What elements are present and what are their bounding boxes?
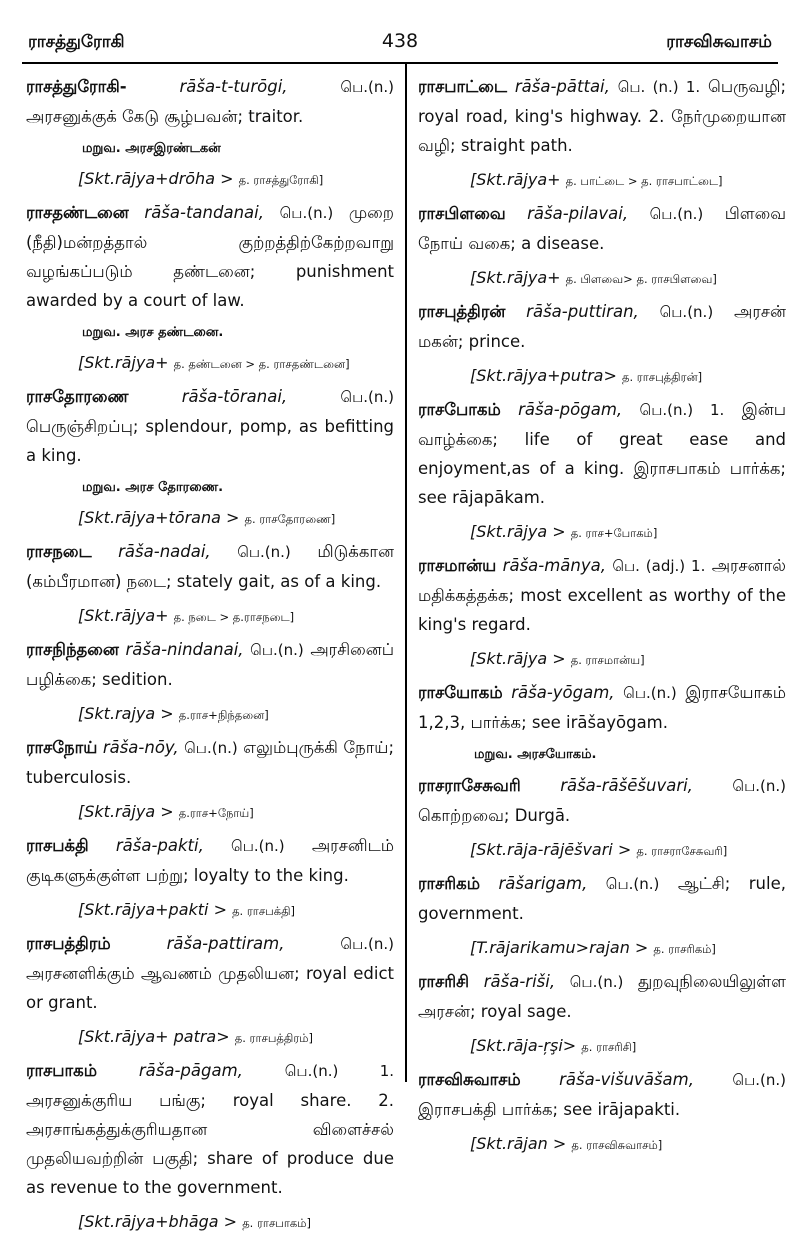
- etymology: [470, 264, 786, 293]
- etymology-tamil: த.ராச+நோய்]: [178, 806, 254, 820]
- part-of-speech: பெ. (adj.) 1.: [612, 557, 706, 575]
- headword: ராசத்துரோகி-: [26, 77, 127, 96]
- definition: இராசயோகம் 1,2,3, பார்க்க; see irāšayōgam.: [418, 683, 787, 732]
- etymology-source: [Skt.rajya >: [78, 704, 174, 723]
- synonym-note: மறுவ. அரச தண்டனை.: [82, 325, 224, 340]
- etymology-source: [Skt.rājya >: [470, 522, 566, 541]
- definition: பெருஞ்சிறப்பு; splendour, pomp, as befitting a king.: [26, 417, 394, 465]
- column-divider: [405, 64, 407, 1082]
- definition: அரசனுக்குக் கேடு சூழ்பவன்; traitor.: [26, 107, 304, 126]
- etymology-tamil: த. தண்டனை > த. ராசதண்டனை]: [173, 357, 350, 371]
- etymology-tamil: த.ராச+நிந்தனை]: [178, 708, 269, 722]
- headword: ராசபாகம்: [26, 1061, 98, 1080]
- definition: அரசினைப் பழிக்கை; sedition.: [26, 640, 395, 689]
- etymology: [470, 1032, 786, 1061]
- dictionary-entry: [418, 297, 786, 356]
- part-of-speech: பெ.(n.): [340, 935, 394, 953]
- etymology-source: [Skt.rāja-ŗşi>: [470, 1036, 577, 1055]
- part-of-speech: பெ.(n.): [732, 1071, 786, 1089]
- part-of-speech: பெ.(n.): [605, 875, 660, 893]
- etymology: [78, 896, 394, 925]
- transliteration: rāša-nindanai,: [125, 640, 244, 659]
- etymology-tamil: த. ராசவிசுவாசம்]: [571, 1138, 663, 1152]
- etymology: [78, 700, 394, 729]
- transliteration: rāša-mānya,: [502, 556, 606, 575]
- transliteration: rāša-nōy,: [102, 738, 179, 757]
- definition: அரசனிடம் குடிகளுக்குள்ள பற்று; loyalty to the king.: [26, 836, 394, 885]
- transliteration: rāša-pilavai,: [527, 204, 629, 223]
- etymology-tamil: த. ராசரிசி]: [581, 1040, 637, 1054]
- etymology-source: [Skt.rājya+pakti >: [78, 900, 227, 919]
- etymology: [78, 504, 394, 533]
- transliteration: rāša-tōranai,: [181, 387, 288, 406]
- definition: அரசனுக்குரிய பங்கு; royal share. 2. அரசாங்கத்துக்குரியதான விளைச்சல் முதலியவற்றின் பகுதி; share of produce due as revenue to the government.: [26, 1091, 394, 1197]
- dictionary-entry: [26, 831, 394, 890]
- part-of-speech: பெ.(n.): [184, 739, 238, 757]
- transliteration: rāša-yōgam,: [511, 683, 615, 702]
- part-of-speech: பெ.(n.): [340, 78, 395, 96]
- definition: துறவுநிலையிலுள்ள அரசன்; royal sage.: [418, 972, 786, 1021]
- etymology: [78, 602, 394, 631]
- dictionary-entry: [418, 678, 786, 737]
- dictionary-entry: [418, 72, 786, 160]
- etymology: [78, 1023, 394, 1052]
- etymology-source: [Skt.rājya+putra>: [470, 366, 617, 385]
- dictionary-entry: [418, 771, 786, 830]
- etymology: [470, 836, 786, 865]
- part-of-speech: பெ.(n.): [569, 973, 624, 991]
- dictionary-entry: [26, 635, 394, 694]
- headword: ராசபுத்திரன்: [418, 302, 506, 321]
- headword: ராசபாட்டை: [418, 77, 508, 96]
- transliteration: rāšarigam,: [498, 874, 588, 893]
- etymology-source: [Skt.rājya+: [470, 170, 561, 189]
- definition: பெருவழி; royal road, king's highway. 2. நேர்முறையான வழி; straight path.: [418, 77, 787, 155]
- dictionary-entry: [26, 733, 394, 792]
- dictionary-entry: [26, 198, 394, 315]
- dictionary-entry: [418, 1065, 786, 1124]
- running-head-right: ராசவிசுவாசம்: [666, 32, 772, 52]
- definition: மிடுக்கான (கம்பீரமான) நடை; stately gait, as of a king.: [26, 542, 395, 591]
- definition: அரசனால் மதிக்கத்தக்க; most excellent as worthy of the king's regard.: [418, 556, 787, 634]
- definition: இராசபக்தி பார்க்க; see irājapakti.: [418, 1100, 681, 1119]
- etymology-source: [Skt.rājya >: [470, 649, 566, 668]
- headword: ராசயோகம்: [418, 683, 503, 702]
- header-rule: [22, 62, 778, 64]
- headword: ராசரிசி: [418, 972, 470, 991]
- definition: அரசனளிக்கும் ஆவணம் முதலியன; royal edict or grant.: [26, 964, 394, 1012]
- etymology: [78, 349, 394, 378]
- etymology-source: [Skt.rājya >: [78, 802, 174, 821]
- transliteration: rāša-pōgam,: [518, 400, 623, 419]
- etymology-tamil: த. ராசராசேசுவரி]: [636, 844, 728, 858]
- dictionary-entry: [418, 551, 786, 639]
- part-of-speech: பெ.(n.): [659, 303, 714, 321]
- transliteration: rāša-pattiram,: [166, 934, 285, 953]
- part-of-speech: பெ.(n.): [279, 204, 334, 222]
- part-of-speech: பெ.(n.): [231, 837, 285, 855]
- transliteration: rāša-tandanai,: [144, 203, 264, 222]
- definition: இன்ப வாழ்க்கை; life of great ease and enjoyment,as of a king. இராசபாகம் பார்க்க; see rājapākam.: [418, 400, 787, 507]
- etymology-tamil: த. ராசபக்தி]: [232, 904, 296, 918]
- running-head-left: ராசத்துரோகி: [28, 32, 125, 52]
- part-of-speech: பெ.(n.): [250, 641, 304, 659]
- left-column: [26, 72, 394, 1241]
- etymology-source: [Skt.rājya+tōrana >: [78, 508, 240, 527]
- etymology-tamil: த. பிளவை> த. ராசபிளவை]: [565, 272, 717, 286]
- etymology-tamil: த. ராசதோரணை]: [244, 512, 336, 526]
- etymology: [78, 1208, 394, 1237]
- headword: ராசநிந்தனை: [26, 640, 119, 659]
- transliteration: rāša-pakti,: [115, 836, 204, 855]
- headword: ராசபத்திரம்: [26, 934, 111, 953]
- etymology: [470, 1130, 786, 1159]
- etymology: [470, 934, 786, 963]
- synonym-note: மறுவ. அரசஇரண்டகன்: [82, 141, 221, 156]
- page-header: [22, 30, 778, 62]
- part-of-speech: பெ.(n.): [623, 684, 677, 702]
- headword: ராசநடை: [26, 542, 92, 561]
- headword: ராசதண்டனை: [26, 203, 129, 222]
- etymology-source: [Skt.rājya+bhāga >: [78, 1212, 238, 1231]
- part-of-speech: பெ.(n.): [649, 205, 704, 223]
- headword: ராசபோகம்: [418, 400, 501, 419]
- headword: ராசராசேசுவரி: [418, 776, 521, 795]
- etymology-tamil: த. ராசமான்ய]: [570, 653, 645, 667]
- definition: கொற்றவை; Durgā.: [418, 806, 571, 825]
- etymology-source: [Skt.rājan >: [470, 1134, 567, 1153]
- transliteration: rāša-višuvāšam,: [559, 1070, 694, 1089]
- etymology: [78, 165, 394, 194]
- dictionary-entry: [26, 382, 394, 470]
- etymology-tamil: த. ராசபாகம்]: [242, 1216, 311, 1230]
- etymology: [470, 362, 786, 391]
- definition: முறை (நீதி)மன்றத்தால் குற்றத்திற்கேற்றவாறு வழங்கப்படும் தண்டனை; punishment awarded by a court of law.: [26, 203, 394, 310]
- dictionary-entry: [26, 1056, 394, 1202]
- headword: ராசமான்ய: [418, 556, 497, 575]
- dictionary-entry: [418, 395, 786, 512]
- etymology: [470, 518, 786, 547]
- headword: ராசரிகம்: [418, 874, 480, 893]
- synonym-note: மறுவ. அரச தோரணை.: [82, 480, 224, 495]
- dictionary-entry: [26, 72, 394, 131]
- dictionary-entry: [418, 869, 786, 928]
- definition: ஆட்சி; rule, government.: [418, 874, 786, 923]
- etymology-source: [Skt.rājya+: [470, 268, 561, 287]
- etymology-tamil: த. ராசபத்திரம்]: [234, 1031, 314, 1045]
- definition: அரசன் மகன்; prince.: [418, 302, 786, 351]
- etymology-tamil: த. பாட்டை > த. ராசபாட்டை]: [565, 174, 723, 188]
- right-column: [418, 72, 786, 1163]
- headword: ராசநோய்: [26, 738, 98, 757]
- part-of-speech: பெ.(n.): [340, 388, 395, 406]
- etymology-tamil: த. ராச+போகம்]: [570, 526, 658, 540]
- etymology-tamil: த. ராசத்துரோகி]: [238, 173, 324, 187]
- etymology-tamil: த. ராசரிகம்]: [653, 942, 716, 956]
- transliteration: rāša-riši,: [483, 972, 556, 991]
- headword: ராசபக்தி: [26, 836, 89, 855]
- dictionary-entry: [26, 537, 394, 596]
- transliteration: rāša-rāšēšuvari,: [560, 776, 693, 795]
- transliteration: rāša-nadai,: [118, 542, 211, 561]
- transliteration: rāša-pāgam,: [138, 1061, 243, 1080]
- etymology-tamil: த. ராசபுத்திரன்]: [621, 370, 703, 384]
- transliteration: rāša-t-turōgi,: [179, 77, 288, 96]
- part-of-speech: பெ.(n.): [237, 543, 291, 561]
- transliteration: rāša-puttiran,: [526, 302, 639, 321]
- etymology-source: [Skt.rāja-rājēšvari >: [470, 840, 632, 859]
- etymology: [78, 798, 394, 827]
- part-of-speech: பெ.(n.) 1.: [639, 401, 725, 419]
- etymology-tamil: த. நடை > த.ராசநடை]: [173, 610, 295, 624]
- headword: ராசதோரணை: [26, 387, 129, 406]
- page-number: 438: [381, 30, 419, 52]
- etymology-source: [Skt.rājya+drōha >: [78, 169, 234, 188]
- definition: பிளவை நோய் வகை; a disease.: [418, 204, 787, 253]
- headword: ராசபிளவை: [418, 204, 506, 223]
- etymology: [470, 645, 786, 674]
- definition: எலும்புருக்கி நோய்; tuberculosis.: [26, 738, 395, 787]
- part-of-speech: பெ.(n.): [732, 777, 786, 795]
- synonym-note: மறுவ. அரசயோகம்.: [474, 747, 597, 762]
- dictionary-entry: [418, 967, 786, 1026]
- part-of-speech: பெ.(n.) 1.: [284, 1062, 395, 1080]
- part-of-speech: பெ. (n.) 1.: [617, 78, 701, 96]
- etymology-source: [Skt.rājya+ patra>: [78, 1027, 230, 1046]
- headword: ராசவிசுவாசம்: [418, 1070, 521, 1089]
- dictionary-entry: [26, 929, 394, 1017]
- dictionary-entry: [418, 199, 786, 258]
- etymology-source: [T.rājarikamu>rajan >: [470, 938, 649, 957]
- etymology: [470, 166, 786, 195]
- etymology-source: [Skt.rājya+: [78, 606, 169, 625]
- etymology-source: [Skt.rājya+: [78, 353, 169, 372]
- transliteration: rāša-pāttai,: [514, 77, 610, 96]
